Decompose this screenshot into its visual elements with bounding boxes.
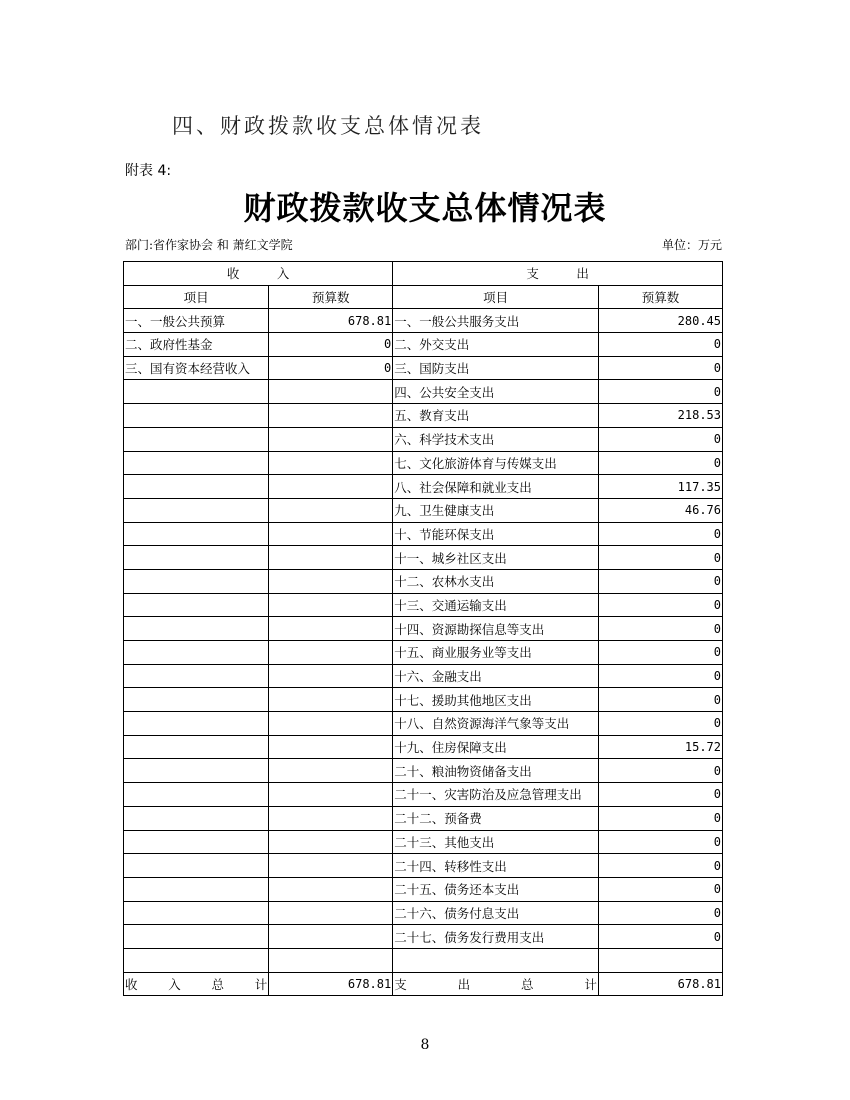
expense-item-cell: 十七、援助其他地区支出	[393, 688, 599, 712]
expense-value-cell: 0	[598, 877, 722, 901]
expense-value-cell: 0	[598, 854, 722, 878]
expense-value-cell: 0	[598, 925, 722, 949]
expense-item-cell: 十、节能环保支出	[393, 522, 599, 546]
expense-value-cell: 0	[598, 806, 722, 830]
income-value-cell	[269, 735, 393, 759]
income-value-cell	[269, 806, 393, 830]
income-item-cell	[124, 593, 269, 617]
column-header-row	[124, 285, 723, 309]
expense-value-cell: 218.53	[598, 404, 722, 428]
expense-value-cell: 0	[598, 641, 722, 665]
expense-value-cell: 0	[598, 593, 722, 617]
empty-cell	[598, 948, 722, 972]
income-item-cell	[124, 925, 269, 949]
expense-item-cell: 九、卫生健康支出	[393, 498, 599, 522]
totals-row	[124, 972, 723, 996]
expense-item-cell: 二、外交支出	[393, 333, 599, 357]
expense-item-cell: 十九、住房保障支出	[393, 735, 599, 759]
table-row	[124, 830, 723, 854]
expense-value-cell: 0	[598, 546, 722, 570]
income-item-cell	[124, 451, 269, 475]
expense-value-cell: 0	[598, 712, 722, 736]
table-row	[124, 617, 723, 641]
expense-item-cell: 一、一般公共服务支出	[393, 309, 599, 333]
section-heading: 四、财政拨款收支总体情况表	[172, 114, 484, 138]
income-item-cell	[124, 569, 269, 593]
income-value-cell	[269, 546, 393, 570]
income-item-cell	[124, 427, 269, 451]
expense-value-cell: 15.72	[598, 735, 722, 759]
expense-value-cell: 0	[598, 333, 722, 357]
expense-item-cell: 七、文化旅游体育与传媒支出	[393, 451, 599, 475]
expense-item-cell: 二十六、债务付息支出	[393, 901, 599, 925]
expense-value-cell: 117.35	[598, 475, 722, 499]
expense-value-cell: 280.45	[598, 309, 722, 333]
budget-table	[123, 261, 723, 996]
expense-total-value: 678.81	[598, 972, 722, 996]
income-total-value: 678.81	[269, 972, 393, 996]
income-value-cell	[269, 451, 393, 475]
table-row	[124, 641, 723, 665]
income-value-cell	[269, 522, 393, 546]
expense-value-cell: 0	[598, 617, 722, 641]
income-item-cell: 二、政府性基金	[124, 333, 269, 357]
expense-value-cell: 0	[598, 522, 722, 546]
expense-item-cell: 十八、自然资源海洋气象等支出	[393, 712, 599, 736]
expense-value-cell: 0	[598, 569, 722, 593]
income-item-cell	[124, 877, 269, 901]
table-row	[124, 664, 723, 688]
income-value-cell	[269, 664, 393, 688]
expense-value-cell: 0	[598, 427, 722, 451]
table-row	[124, 569, 723, 593]
expense-item-cell: 十五、商业服务业等支出	[393, 641, 599, 665]
expense-value-cell: 0	[598, 830, 722, 854]
expense-item-cell: 三、国防支出	[393, 356, 599, 380]
expense-value-cell: 0	[598, 688, 722, 712]
income-item-cell	[124, 783, 269, 807]
empty-cell	[393, 948, 599, 972]
income-value-cell	[269, 901, 393, 925]
expense-value-cell: 0	[598, 451, 722, 475]
income-budget-header: 预算数	[269, 285, 393, 309]
income-item-cell	[124, 664, 269, 688]
income-item-cell	[124, 735, 269, 759]
income-value-cell	[269, 617, 393, 641]
expense-total-label: 支出总计	[393, 972, 599, 996]
income-item-cell	[124, 617, 269, 641]
income-value-cell	[269, 925, 393, 949]
income-value-cell	[269, 404, 393, 428]
table-row	[124, 546, 723, 570]
expense-item-cell: 十六、金融支出	[393, 664, 599, 688]
table-row	[124, 877, 723, 901]
income-item-cell	[124, 475, 269, 499]
empty-cell	[124, 948, 269, 972]
expense-item-header: 项目	[393, 285, 599, 309]
blank-row	[124, 948, 723, 972]
income-item-cell	[124, 830, 269, 854]
income-item-cell	[124, 380, 269, 404]
income-value-cell: 678.81	[269, 309, 393, 333]
table-row	[124, 475, 723, 499]
income-item-cell	[124, 806, 269, 830]
income-item-cell	[124, 759, 269, 783]
expense-item-cell: 四、公共安全支出	[393, 380, 599, 404]
table-row	[124, 901, 723, 925]
income-value-cell: 0	[269, 333, 393, 357]
table-row	[124, 759, 723, 783]
table-row	[124, 783, 723, 807]
expense-item-cell: 八、社会保障和就业支出	[393, 475, 599, 499]
expense-item-cell: 五、教育支出	[393, 404, 599, 428]
income-value-cell	[269, 569, 393, 593]
income-item-cell	[124, 498, 269, 522]
page-number: 8	[420, 1037, 430, 1053]
income-value-cell	[269, 688, 393, 712]
expense-item-cell: 二十七、债务发行费用支出	[393, 925, 599, 949]
income-item-cell	[124, 546, 269, 570]
table-row	[124, 498, 723, 522]
expense-item-cell: 十一、城乡社区支出	[393, 546, 599, 570]
table-row	[124, 854, 723, 878]
income-value-cell: 0	[269, 356, 393, 380]
income-value-cell	[269, 830, 393, 854]
expense-header: 支 出	[393, 262, 723, 286]
income-value-cell	[269, 380, 393, 404]
table-row	[124, 735, 723, 759]
expense-item-cell: 二十一、灾害防治及应急管理支出	[393, 783, 599, 807]
income-value-cell	[269, 854, 393, 878]
income-value-cell	[269, 759, 393, 783]
table-row	[124, 404, 723, 428]
income-item-cell	[124, 641, 269, 665]
expense-value-cell: 0	[598, 783, 722, 807]
table-row	[124, 925, 723, 949]
income-value-cell	[269, 427, 393, 451]
expense-item-cell: 二十、粮油物资储备支出	[393, 759, 599, 783]
income-value-cell	[269, 641, 393, 665]
expense-value-cell: 0	[598, 380, 722, 404]
expense-value-cell: 46.76	[598, 498, 722, 522]
expense-item-cell: 六、科学技术支出	[393, 427, 599, 451]
table-row	[124, 806, 723, 830]
table-row	[124, 451, 723, 475]
expense-item-cell: 二十五、债务还本支出	[393, 877, 599, 901]
table-row	[124, 356, 723, 380]
income-item-cell: 一、一般公共预算	[124, 309, 269, 333]
income-item-cell	[124, 404, 269, 428]
income-value-cell	[269, 498, 393, 522]
table-row	[124, 427, 723, 451]
department-label: 部门:省作家协会 和 萧红文学院	[125, 238, 293, 252]
appendix-label: 附表 4:	[125, 163, 172, 179]
income-item-cell	[124, 522, 269, 546]
income-value-cell	[269, 783, 393, 807]
income-item-cell	[124, 854, 269, 878]
expense-value-cell: 0	[598, 356, 722, 380]
table-row	[124, 380, 723, 404]
page-title: 财政拨款收支总体情况表	[243, 189, 607, 227]
expense-item-cell: 二十二、预备费	[393, 806, 599, 830]
expense-value-cell: 0	[598, 901, 722, 925]
income-item-cell	[124, 901, 269, 925]
income-value-cell	[269, 475, 393, 499]
table-row	[124, 593, 723, 617]
expense-item-cell: 十二、农林水支出	[393, 569, 599, 593]
expense-item-cell: 十四、资源勘探信息等支出	[393, 617, 599, 641]
empty-cell	[269, 948, 393, 972]
table-row	[124, 712, 723, 736]
expense-item-cell: 二十四、转移性支出	[393, 854, 599, 878]
table-row	[124, 309, 723, 333]
income-total-label: 收入总计	[124, 972, 269, 996]
table-row	[124, 333, 723, 357]
income-header: 收 入	[124, 262, 393, 286]
income-item-header: 项目	[124, 285, 269, 309]
income-item-cell: 三、国有资本经营收入	[124, 356, 269, 380]
income-value-cell	[269, 877, 393, 901]
table-row	[124, 688, 723, 712]
expense-budget-header: 预算数	[598, 285, 722, 309]
expense-item-cell: 二十三、其他支出	[393, 830, 599, 854]
expense-value-cell: 0	[598, 664, 722, 688]
expense-item-cell: 十三、交通运输支出	[393, 593, 599, 617]
income-item-cell	[124, 712, 269, 736]
expense-value-cell: 0	[598, 759, 722, 783]
income-value-cell	[269, 593, 393, 617]
table-row	[124, 522, 723, 546]
group-header-row	[124, 262, 723, 286]
income-item-cell	[124, 688, 269, 712]
income-value-cell	[269, 712, 393, 736]
unit-label: 单位：万元	[661, 238, 722, 252]
